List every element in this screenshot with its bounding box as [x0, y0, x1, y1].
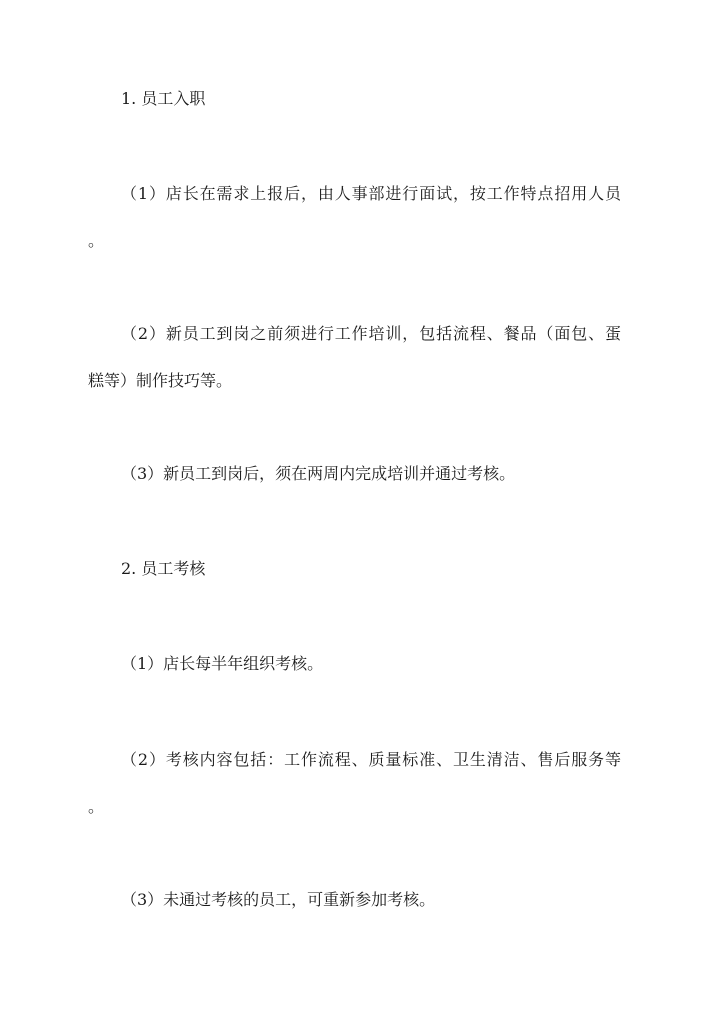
section-heading-assessment: 2. 员工考核 — [121, 559, 206, 578]
paragraph-onboarding-1-line-1: （1）店长在需求上报后，由人事部进行面试，按工作特点招用人员 — [121, 184, 621, 203]
paragraph-assessment-2-line-1: （2）考核内容包括：工作流程、质量标准、卫生清洁、售后服务等 — [121, 750, 621, 769]
paragraph-assessment-1: （1）店长每半年组织考核。 — [121, 654, 324, 673]
paragraph-onboarding-3: （3）新员工到岗后，须在两周内完成培训并通过考核。 — [121, 464, 516, 483]
paragraph-onboarding-2-line-1: （2）新员工到岗之前须进行工作培训，包括流程、餐品（面包、蛋 — [121, 324, 621, 343]
paragraph-onboarding-2-line-2: 糕等）制作技巧等。 — [88, 371, 233, 390]
paragraph-assessment-2-line-2: 。 — [88, 797, 105, 816]
paragraph-onboarding-1-line-2: 。 — [88, 231, 105, 250]
section-heading-onboarding: 1. 员工入职 — [121, 89, 206, 108]
paragraph-assessment-3: （3）未通过考核的员工，可重新参加考核。 — [121, 890, 436, 909]
